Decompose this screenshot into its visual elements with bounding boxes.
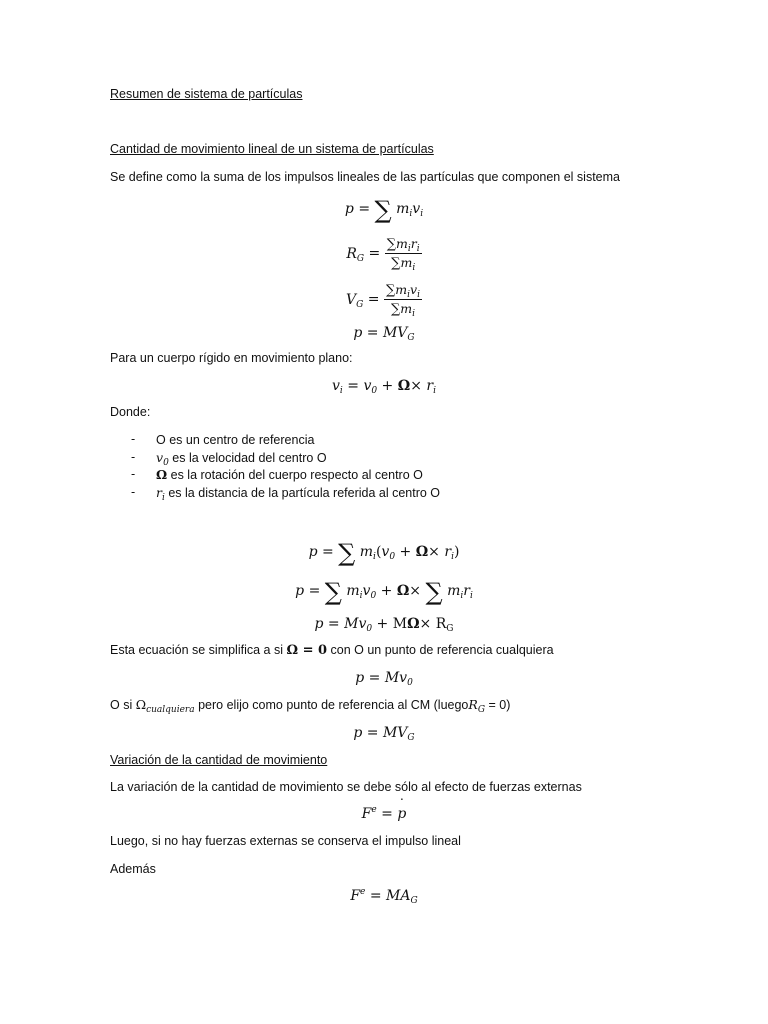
document-title: Resumen de sistema de partículas — [110, 87, 303, 101]
external-forces-paragraph: La variación de la cantidad de movimiento se debe sólo al efecto de fuerzas externas — [110, 780, 582, 794]
bullet-rotation — [156, 467, 423, 483]
bullet-text: es la distancia de la partícula referida al centro O — [168, 486, 441, 500]
donde-label: Donde: — [110, 405, 151, 419]
bullet-symbol: Ω — [156, 467, 168, 482]
bullet-dash: - — [131, 432, 136, 446]
ademas-label: Además — [110, 862, 156, 876]
cm-choice-line: O si $\Omega_{cualquiera}$ pero elijo como punto de referencia al CM (luegoR$_G$ = 0) — [110, 697, 511, 715]
equation-momentum-mvg: $p = MV_G$ — [353, 325, 415, 343]
bullet-position — [156, 485, 440, 501]
equation-center-of-mass-position: $R_G$ = $\frac{\sum m_ir_i}{\sum m_i}$ — [346, 236, 420, 273]
omega-any-symbol: $\Omega_{cualquiera}$ — [135, 697, 195, 715]
equation-momentum-sum: p = ∑ $m_iv_i$ — [344, 196, 424, 224]
section-heading-momentum-variation: Variación de la cantidad de movimiento — [110, 753, 328, 767]
bullet-dash: - — [131, 467, 136, 481]
equation-momentum-distributed: p = ∑ $m_iv_0 + \Omega\times$ ∑ $m_ir_i$ — [295, 578, 473, 606]
bullet-velocity — [156, 450, 327, 466]
equation-momentum-mvg-2: $p = MV_G$ — [353, 725, 415, 743]
equation-rigid-velocity: $v_i = v_0 + \Omega\times r_i$ — [332, 378, 436, 396]
bullet-symbol: $v_0$ — [156, 450, 169, 468]
equation-center-of-mass-velocity: $V_G$ = $\frac{\sum m_iv_i}{\sum m_i}$ — [346, 282, 420, 319]
bullet-dash: - — [131, 485, 136, 499]
simplify-line: Esta ecuación se simplifica a si Ω = 0 con O un punto de referencia cualquiera — [110, 643, 554, 658]
equation-newton-cm: $F^e = MA_G$ — [350, 887, 418, 906]
equation-momentum-rigid: $p = Mv_0 + M\Omega\times R_G$ — [314, 616, 454, 634]
equation-newton-system: $F^e$ = ˙ p — [0, 805, 768, 823]
equation-momentum-mv0: $p = Mv_0$ — [355, 670, 413, 688]
bullet-text: es la rotación del cuerpo respecto al centro O — [170, 468, 423, 482]
bullet-dash: - — [131, 450, 136, 464]
bullet-text: O es un centro de referencia — [156, 433, 315, 447]
bullet-text: es la velocidad del centro O — [172, 451, 327, 465]
conservation-paragraph: Luego, si no hay fuerzas externas se conserva el impulso lineal — [110, 834, 461, 848]
rigid-body-intro: Para un cuerpo rígido en movimiento plano: — [110, 351, 353, 365]
definition-paragraph: Se define como la suma de los impulsos lineales de las partículas que componen el sistema — [110, 170, 620, 184]
bullet-symbol: $r_i$ — [156, 485, 165, 503]
equation-momentum-expanded: p = ∑ $m_i(v_0 + \Omega\times r_i)$ — [308, 539, 460, 567]
omega-zero-condition: Ω = 0 — [286, 643, 328, 658]
bullet-reference-center — [156, 432, 314, 448]
section-heading-linear-momentum: Cantidad de movimiento lineal de un sistema de partículas — [110, 142, 434, 156]
